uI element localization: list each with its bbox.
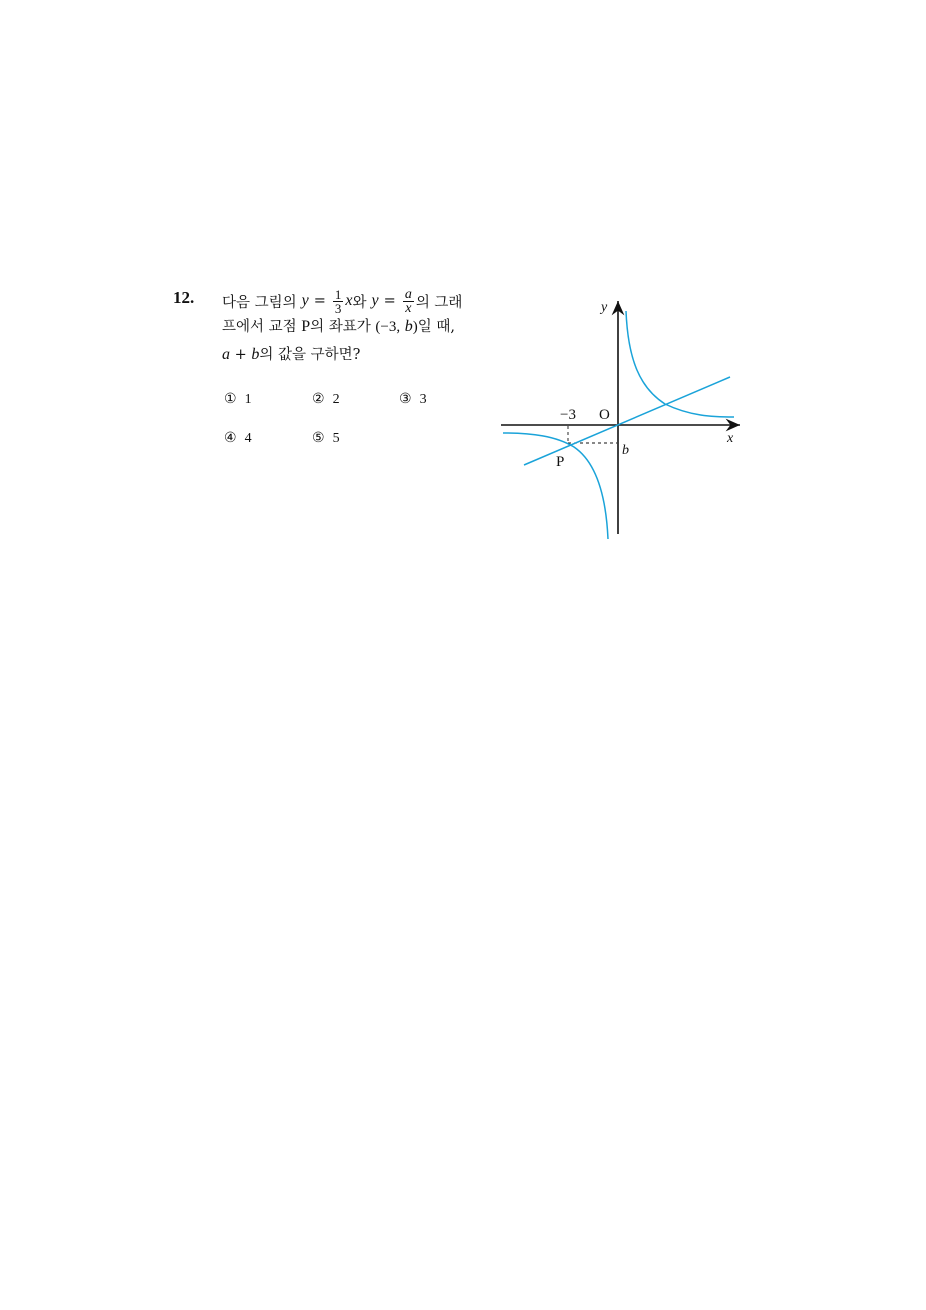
math-equals: = — [383, 293, 396, 309]
y-tick-label: b — [622, 443, 629, 458]
coordinate-close: ) — [412, 319, 418, 335]
choice-value: 3 — [419, 392, 427, 407]
math-plus: + — [234, 347, 247, 363]
hyperbola-branch-lower — [503, 433, 608, 539]
question-text: 의 좌표가 — [310, 319, 371, 335]
math-y: y — [371, 292, 379, 309]
fraction-numerator: 1 — [334, 286, 342, 302]
question-text: 다음 그림의 — [222, 294, 297, 311]
coordinate: (−3, — [375, 319, 401, 335]
question-number: 12. — [173, 288, 195, 307]
choice-mark: ① — [224, 391, 237, 407]
question-text: 의 그래 — [415, 294, 463, 311]
math-b: b — [404, 318, 413, 335]
fraction-numerator: a — [404, 286, 412, 302]
hyperbola-branch-upper — [626, 311, 734, 417]
choice-mark: ⑤ — [312, 430, 325, 446]
question-text: 의 값을 구하면? — [259, 347, 361, 363]
math-b: b — [251, 346, 260, 363]
origin-label: O — [599, 407, 610, 423]
x-axis-label: x — [727, 431, 734, 446]
math-y: y — [301, 292, 309, 309]
question-text: 일 때, — [417, 319, 455, 335]
x-tick-label: −3 — [560, 407, 576, 423]
math-a: a — [222, 346, 230, 363]
fraction-denominator: x — [405, 300, 412, 316]
question-text: 와 — [352, 294, 367, 311]
choice-value: 1 — [244, 392, 252, 407]
fraction-denominator: 3 — [334, 300, 342, 316]
choice-value: 5 — [332, 431, 340, 446]
choice-mark: ② — [312, 391, 325, 407]
choice-value: 4 — [244, 431, 252, 446]
math-equals: = — [313, 293, 326, 309]
y-axis-label: y — [601, 300, 608, 315]
math-x: x — [345, 292, 353, 309]
point-name: P — [301, 318, 311, 335]
choice-mark: ③ — [399, 391, 412, 407]
choice-mark: ④ — [224, 430, 237, 446]
choice-value: 2 — [332, 392, 340, 407]
point-label: P — [556, 454, 565, 470]
question-text: 프에서 교점 — [222, 319, 297, 335]
